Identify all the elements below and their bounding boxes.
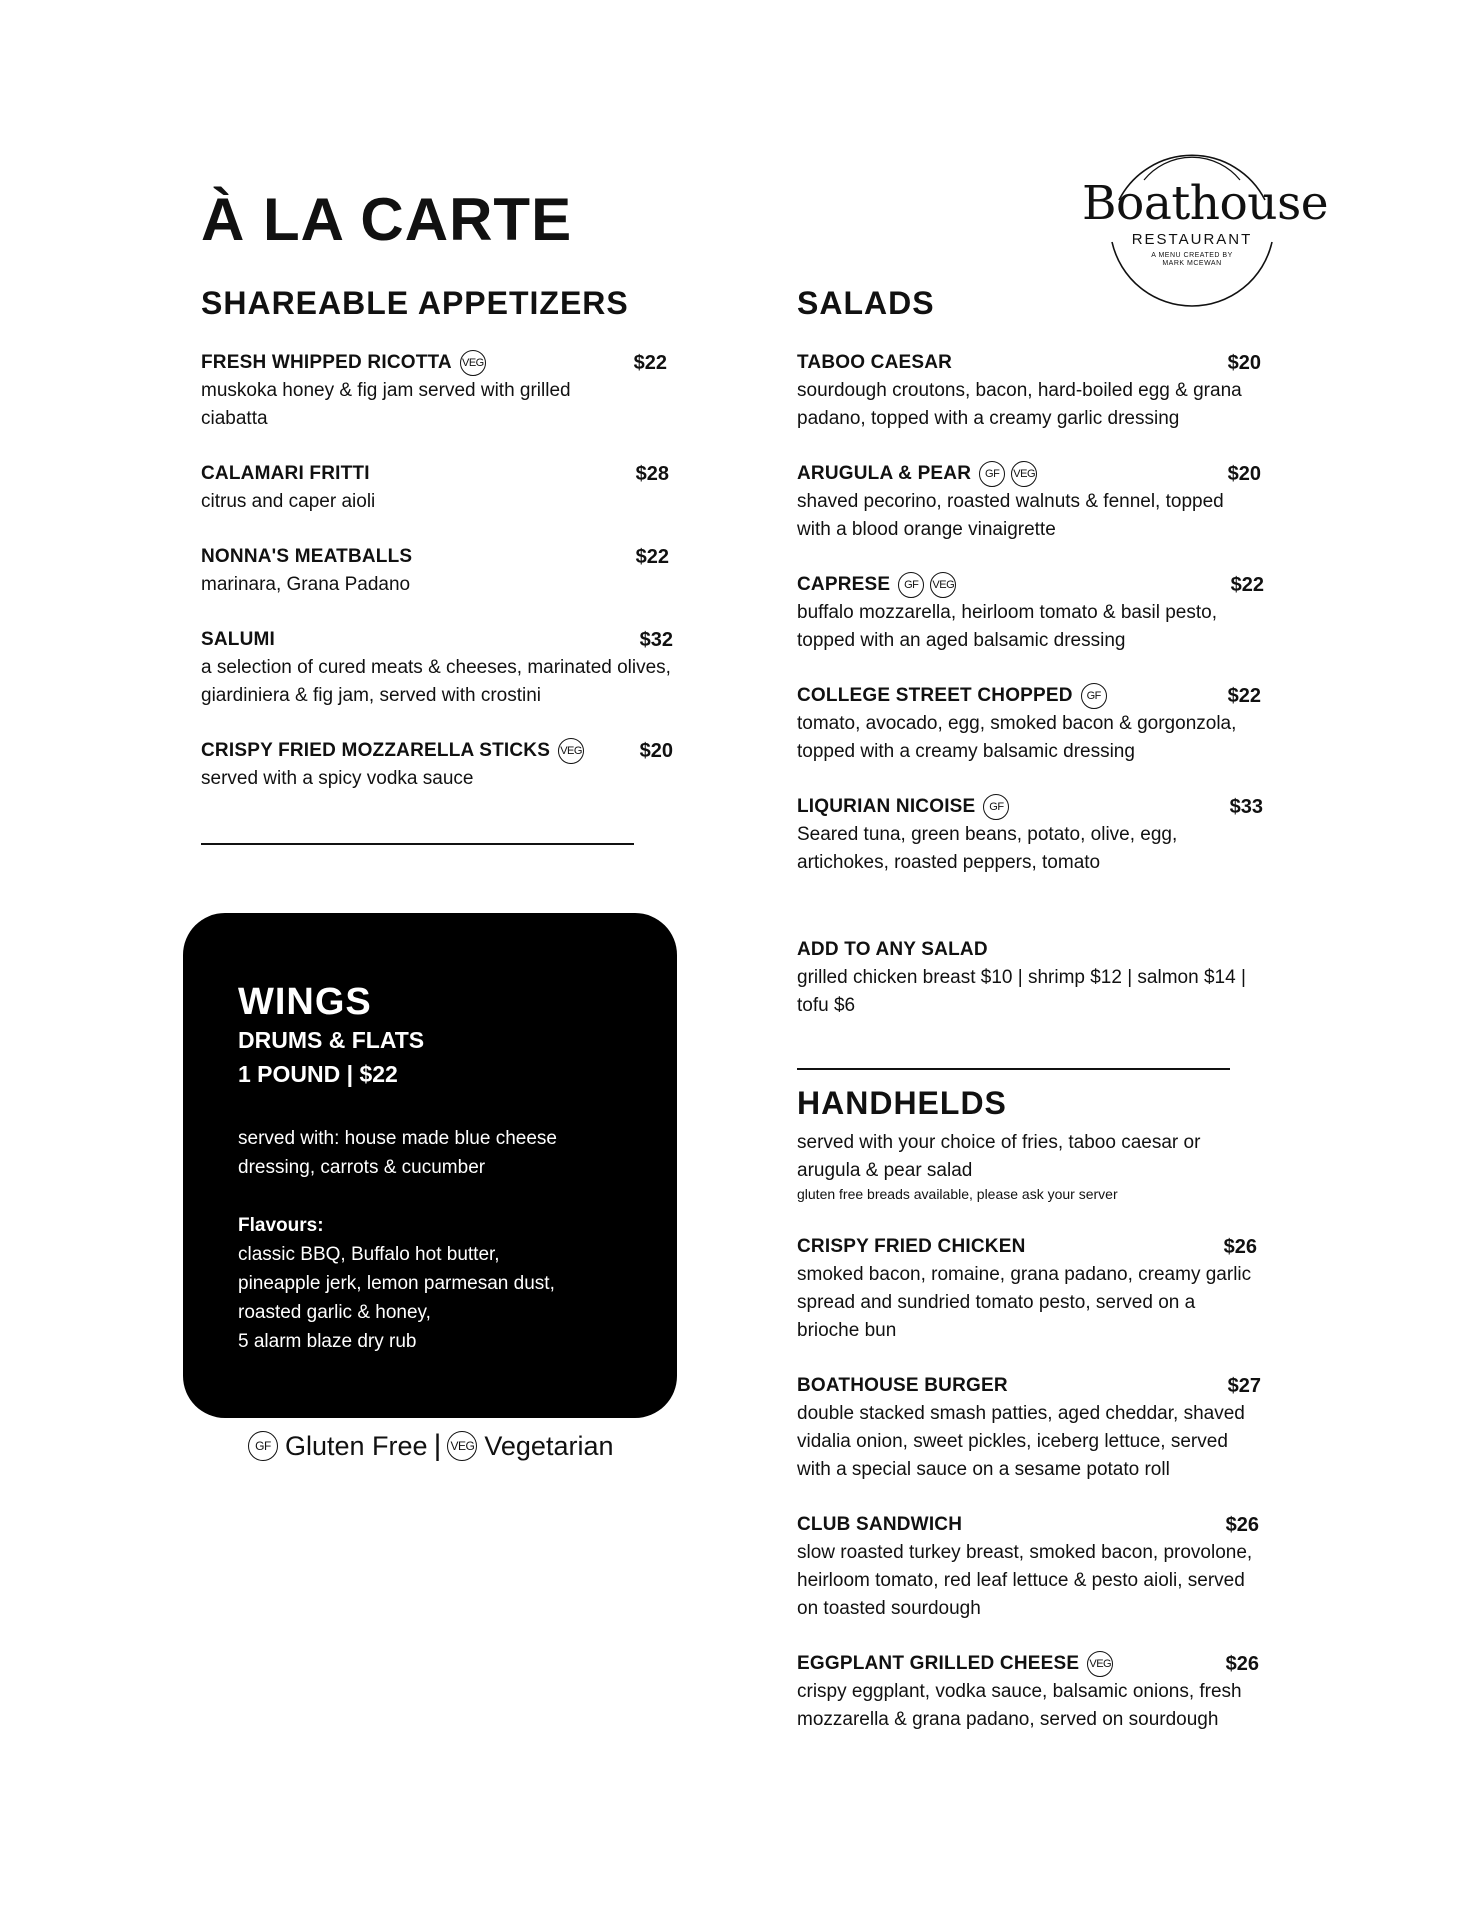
gluten-free-note: gluten free breads available, please ask your server — [797, 1186, 1118, 1202]
item-price: $27 — [1227, 1375, 1261, 1397]
item-name: CRISPY FRIED CHICKEN — [797, 1236, 1026, 1257]
item-price: $20 — [639, 740, 673, 762]
vegetarian-label: Vegetarian — [484, 1430, 614, 1461]
item-description: smoked bacon, romaine, grana padano, creamy garlic spread and sundried tomato pesto, served on a brioche bun — [797, 1264, 1252, 1341]
item-price: $22 — [635, 546, 669, 568]
item-description: tomato, avocado, egg, smoked bacon & gorgonzola, topped with a creamy balsamic dressing — [797, 713, 1237, 762]
item-name: COLLEGE STREET CHOPPED — [797, 685, 1073, 706]
boathouse-logo — [1082, 138, 1329, 308]
menu-item — [797, 1650, 1259, 1734]
item-name: EGGPLANT GRILLED CHEESE — [797, 1653, 1080, 1674]
item-description: muskoka honey & fig jam served with grilled ciabatta — [201, 380, 571, 429]
menu-item — [797, 1511, 1259, 1623]
veg-icon: VEG — [1011, 461, 1037, 487]
item-name: ARUGULA & PEAR — [797, 463, 972, 484]
menu-item — [797, 571, 1264, 655]
item-name: LIQURIAN NICOISE — [797, 796, 976, 817]
section-divider — [201, 843, 634, 845]
gluten-free-icon: GF — [983, 794, 1009, 820]
menu-item — [201, 349, 671, 433]
wings-flavours: Flavours: classic BBQ, Buffalo hot butter, pineapple jerk, lemon parmesan dust, roasted garlic & honey, 5 alarm blaze dry rub — [238, 1215, 555, 1352]
handhelds-intro: served with your choice of fries, taboo caesar or arugula & pear salad gluten free breads available, please ask your server — [797, 1129, 1267, 1203]
item-name: CAPRESE — [797, 574, 891, 595]
menu-item — [797, 682, 1261, 766]
item-description: crispy eggplant, vodka sauce, balsamic onions, fresh mozzarella & grana padano, served on sourdough — [797, 1681, 1242, 1730]
item-description: Seared tuna, green beans, potato, olive, egg, artichokes, roasted peppers, tomato — [797, 824, 1178, 873]
item-name: TABOO CAESAR — [797, 352, 953, 373]
item-price: $22 — [633, 352, 667, 374]
item-name: BOATHOUSE BURGER — [797, 1375, 1008, 1396]
salad-addons — [797, 936, 1267, 1020]
menu-item — [201, 460, 671, 516]
veg-icon: VEG — [460, 350, 486, 376]
item-price: $33 — [1229, 796, 1263, 818]
item-price: $26 — [1225, 1514, 1259, 1536]
wings-price: 1 POUND | $22 — [238, 1061, 398, 1087]
item-price: $26 — [1225, 1653, 1259, 1675]
menu-item — [797, 793, 1263, 877]
item-price: $20 — [1227, 352, 1261, 374]
item-description: buffalo mozzarella, heirloom tomato & basil pesto, topped with an aged balsamic dressing — [797, 602, 1217, 651]
item-description: a selection of cured meats & cheeses, marinated olives, giardiniera & fig jam, served with crostini — [201, 657, 671, 706]
veg-icon: VEG — [930, 572, 956, 598]
gluten-free-icon: GF — [898, 572, 924, 598]
item-price: $26 — [1223, 1236, 1257, 1258]
logo-subtitle: RESTAURANT — [1131, 231, 1253, 248]
item-description: shaved pecorino, roasted walnuts & fennel, topped with a blood orange vinaigrette — [797, 491, 1224, 540]
veg-icon: VEG — [558, 738, 584, 764]
menu-item — [201, 543, 671, 599]
salads-title: SALADS — [797, 285, 935, 321]
item-description: double stacked smash patties, aged cheddar, shaved vidalia onion, sweet pickles, iceberg lettuce, served with a special sauce on a sesame potato roll — [797, 1403, 1245, 1480]
gluten-free-icon: GF — [979, 461, 1005, 487]
wings-served-with: served with: house made blue cheese dressing, carrots & cucumber — [238, 1128, 557, 1178]
logo-tagline: A MENU CREATED BY MARK MCEWAN — [1151, 252, 1233, 267]
item-name: CALAMARI FRITTI — [201, 463, 370, 484]
addon-description: grilled chicken breast $10 | shrimp $12 | salmon $14 | tofu $6 — [797, 967, 1246, 1016]
dietary-legend — [248, 1429, 613, 1463]
gluten-free-icon: GF — [248, 1431, 278, 1461]
vegetarian-icon: VEG — [447, 1431, 477, 1461]
menu-item — [201, 737, 673, 793]
menu-item — [797, 1233, 1257, 1345]
legend-separator: | — [433, 1429, 442, 1462]
item-description: served with a spicy vodka sauce — [201, 768, 474, 789]
gluten-free-label: Gluten Free — [285, 1430, 428, 1461]
item-name: FRESH WHIPPED RICOTTA — [201, 352, 452, 373]
menu-item — [797, 1372, 1261, 1484]
item-price: $20 — [1227, 463, 1261, 485]
menu-item — [201, 626, 673, 710]
section-divider — [797, 1068, 1230, 1070]
logo-name: Boathouse — [1082, 176, 1329, 231]
menu-item — [797, 460, 1261, 544]
veg-icon: VEG — [1087, 1651, 1113, 1677]
item-price: $22 — [1230, 574, 1264, 596]
page-title: À LA CARTE — [201, 186, 573, 253]
item-price: $22 — [1227, 685, 1261, 707]
item-price: $28 — [635, 463, 669, 485]
item-description: marinara, Grana Padano — [201, 574, 411, 595]
gluten-free-icon: GF — [1081, 683, 1107, 709]
item-name: NONNA'S MEATBALLS — [201, 546, 413, 567]
wings-subtitle: DRUMS & FLATS — [238, 1027, 425, 1053]
appetizers-title: SHAREABLE APPETIZERS — [201, 285, 629, 321]
wings-title: WINGS — [238, 981, 372, 1023]
item-name: CLUB SANDWICH — [797, 1514, 963, 1535]
handhelds-title: HANDHELDS — [797, 1085, 1007, 1121]
item-name: SALUMI — [201, 629, 276, 650]
addon-title: ADD TO ANY SALAD — [797, 939, 988, 960]
item-description: slow roasted turkey breast, smoked bacon, provolone, heirloom tomato, red leaf lettuce & pesto aioli, served on toasted sourdough — [797, 1542, 1253, 1619]
item-description: sourdough croutons, bacon, hard-boiled egg & grana padano, topped with a creamy garlic dressing — [797, 380, 1242, 429]
menu-item — [797, 349, 1261, 433]
item-name: CRISPY FRIED MOZZARELLA STICKS — [201, 740, 551, 761]
item-description: citrus and caper aioli — [201, 491, 376, 512]
wings-box — [183, 913, 677, 1418]
item-price: $32 — [639, 629, 673, 651]
